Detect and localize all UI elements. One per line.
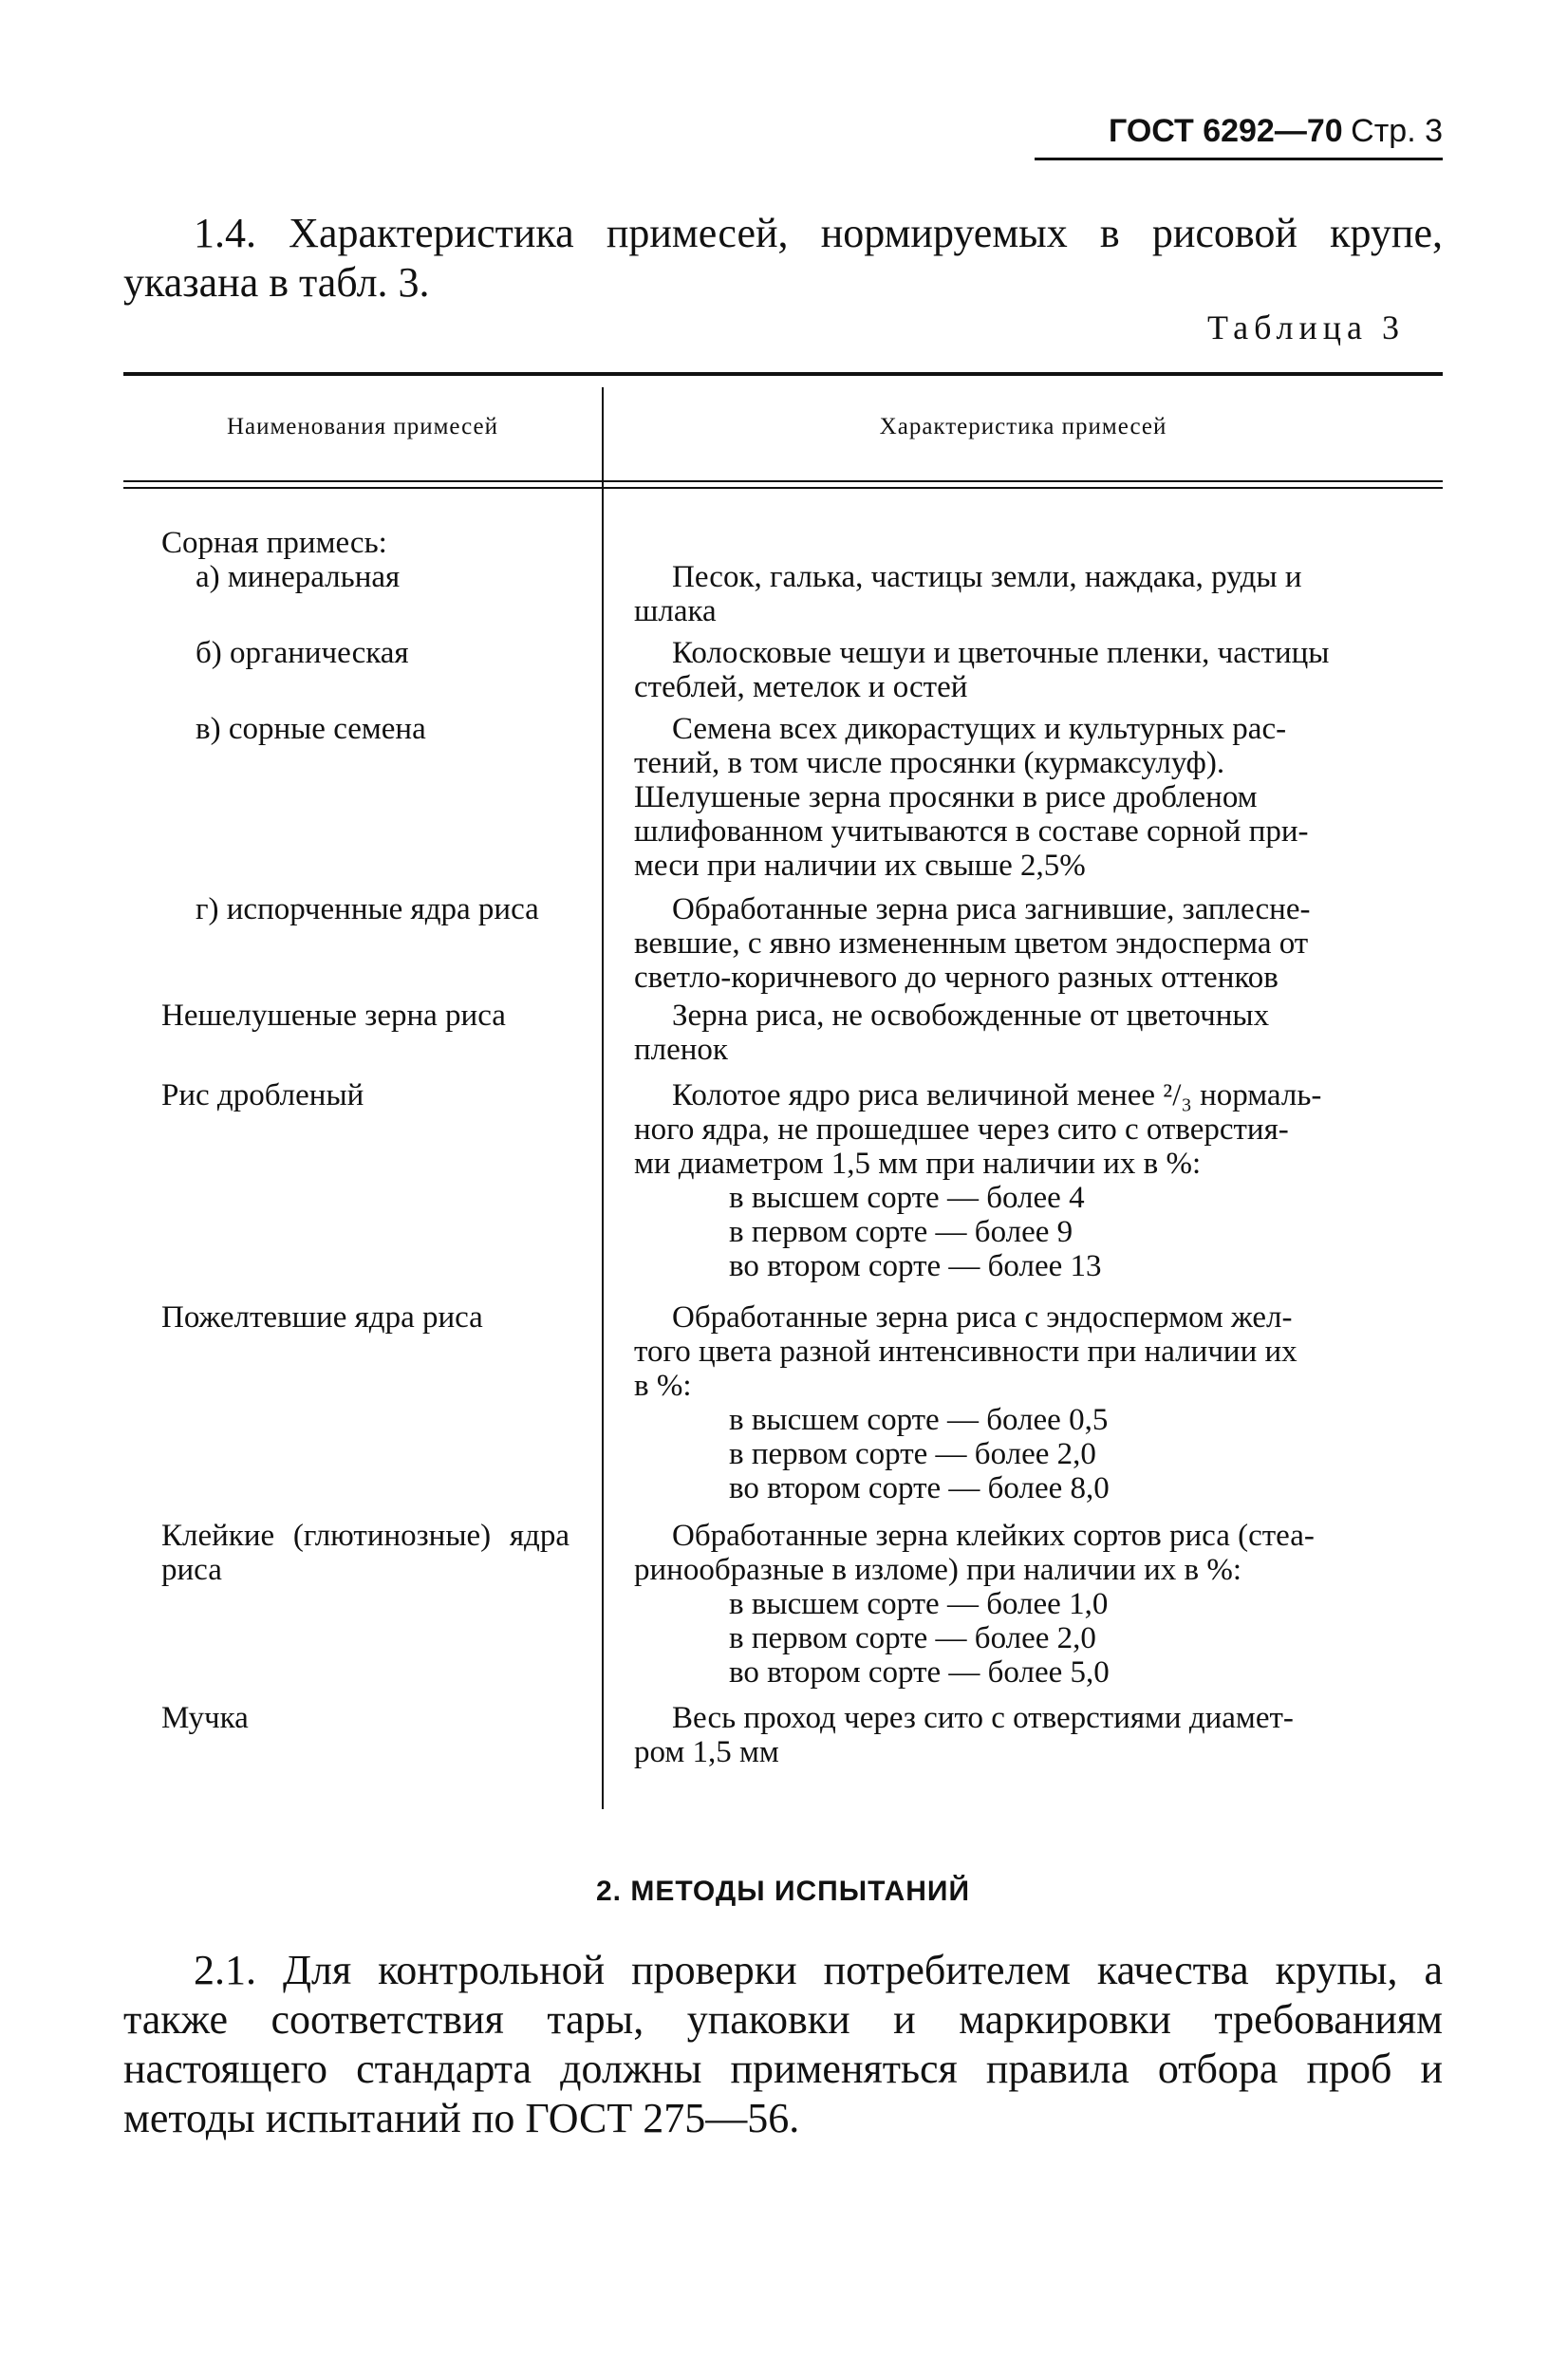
- row-name: б) органическая: [196, 636, 409, 670]
- desc-line: Шелушеные зерна просянки в рисе дробленом: [634, 780, 1258, 814]
- desc-line: того цвета разной интенсивности при наличии их: [634, 1335, 1297, 1369]
- row-description: [634, 636, 1443, 704]
- standard-number: ГОСТ 6292—70: [1109, 113, 1343, 149]
- desc-line: вевшие, с явно измененным цветом эндосперма от: [634, 926, 1309, 961]
- impurities-table: [123, 372, 1443, 1805]
- section-paragraph: [123, 1946, 1443, 2143]
- desc-line: Колотое ядро риса величиной менее ²/₃ нормаль-: [672, 1078, 1322, 1112]
- desc-line: ром 1,5 мм: [634, 1735, 779, 1769]
- row-description: [634, 999, 1443, 1067]
- desc-line: Семена всех дикорастущих и культурных рас-: [672, 712, 1287, 746]
- row-description: [634, 712, 1443, 883]
- row-description: [634, 1701, 1443, 1769]
- desc-line: ринообразные в изломе) при наличии их в %:: [634, 1553, 1242, 1587]
- desc-line: шлифованном учитываются в составе сорной при-: [634, 814, 1309, 849]
- section-title: 2. МЕТОДЫ ИСПЫТАНИЙ: [596, 1876, 970, 1907]
- grade-line: во втором сорте — более 13: [729, 1249, 1102, 1283]
- desc-line: Колосковые чешуи и цветочные пленки, частицы: [672, 636, 1330, 670]
- intro-text: 1.4. Характеристика примесей, нормируемых в рисовой крупе, указана в табл. 3.: [123, 210, 1443, 306]
- desc-line: тений, в том числе просянки (курмаксулуф).: [634, 746, 1225, 780]
- desc-line: ного ядра, не прошедшее через сито с отверстия-: [634, 1112, 1289, 1147]
- grade-line: во втором сорте — более 5,0: [729, 1655, 1110, 1690]
- row-description: [634, 1078, 1443, 1283]
- row-name: г) испорченные ядра риса: [196, 892, 539, 926]
- desc-line: Зерна риса, не освобожденные от цветочных: [672, 999, 1270, 1033]
- grade-line: в высшем сорте — более 4: [729, 1181, 1085, 1215]
- desc-line: меси при наличии их свыше 2,5%: [634, 849, 1086, 883]
- table-caption: Таблица 3: [1207, 308, 1405, 346]
- header-rule: [1035, 158, 1443, 160]
- grade-line: в высшем сорте — более 0,5: [729, 1403, 1109, 1437]
- row-description: [634, 1300, 1443, 1505]
- page-number: Стр. 3: [1351, 113, 1443, 149]
- desc-line: пленок: [634, 1033, 728, 1067]
- row-name: в) сорные семена: [196, 712, 426, 746]
- column-header-names: Наименования примесей: [226, 414, 499, 439]
- table-top-rule: [123, 372, 1443, 376]
- row-name: Клейкие (глютинозные) ядра риса: [161, 1519, 569, 1587]
- section-text: 2.1. Для контрольной проверки потребителем качества крупы, а также соответствия тары, упаковки и маркировки требованиям настоящего стандарта должны применяться правила отбора проб и методы испытаний по ГОСТ 275—56.: [123, 1947, 1443, 2141]
- desc-line: Весь проход через сито с отверстиями диамет-: [672, 1701, 1294, 1735]
- desc-line: Обработанные зерна клейких сортов риса (стеа-: [672, 1519, 1315, 1553]
- header-rule-lower: [123, 487, 1443, 489]
- desc-line: в %:: [634, 1369, 692, 1403]
- desc-line: Песок, галька, частицы земли, наждака, руды и: [672, 560, 1302, 594]
- group-title: Сорная примесь:: [161, 526, 387, 560]
- row-name: Пожелтевшие ядра риса: [161, 1300, 483, 1335]
- row-name: Нешелушеные зерна риса: [161, 999, 506, 1033]
- column-divider: [602, 387, 604, 1809]
- column-header-characteristics: Характеристика примесей: [879, 414, 1167, 439]
- row-name: а) минеральная: [196, 560, 401, 594]
- desc-line: стеблей, метелок и остей: [634, 670, 968, 704]
- row-name: Рис дробленый: [161, 1078, 364, 1112]
- desc-line: Обработанные зерна риса с эндоспермом жел-: [672, 1300, 1293, 1335]
- row-description: [634, 1519, 1443, 1690]
- grade-line: в первом сорте — более 2,0: [729, 1621, 1096, 1655]
- page-header: [1035, 112, 1443, 151]
- row-description: [634, 560, 1443, 628]
- intro-paragraph: [123, 209, 1443, 308]
- desc-line: ми диаметром 1,5 мм при наличии их в %:: [634, 1147, 1202, 1181]
- desc-line: шлака: [634, 594, 717, 628]
- row-name: Мучка: [161, 1701, 249, 1735]
- row-description: [634, 892, 1443, 995]
- desc-line: светло-коричневого до черного разных оттенков: [634, 961, 1279, 995]
- grade-line: в первом сорте — более 2,0: [729, 1437, 1096, 1471]
- desc-line: Обработанные зерна риса загнившие, заплесне-: [672, 892, 1311, 926]
- grade-line: в высшем сорте — более 1,0: [729, 1587, 1109, 1621]
- header-rule-upper: [123, 480, 1443, 482]
- grade-line: в первом сорте — более 9: [729, 1215, 1073, 1249]
- grade-line: во втором сорте — более 8,0: [729, 1471, 1110, 1505]
